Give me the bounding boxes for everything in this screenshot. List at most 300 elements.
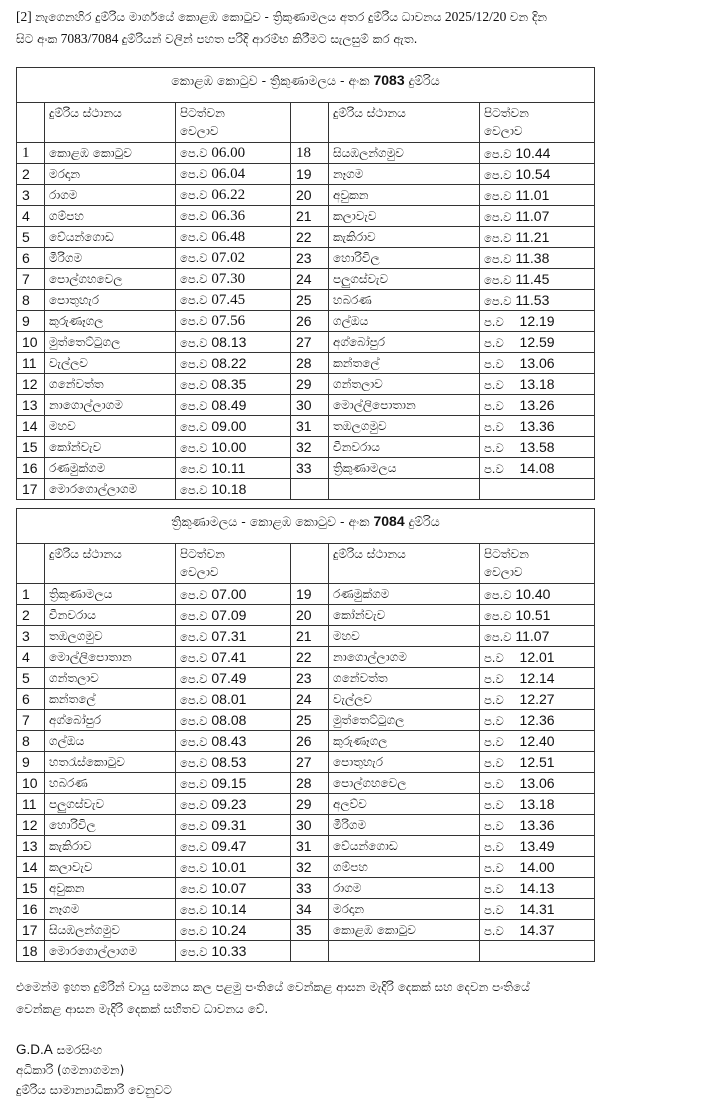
departure-time [480, 815, 595, 836]
departure-time [176, 290, 291, 311]
time-value: 07.02 [211, 249, 246, 266]
time-value: 12.59 [519, 333, 555, 350]
time-period: ප.ව [484, 398, 504, 413]
station-name: මීරිගම [329, 815, 480, 836]
time-period: පෙ.ව [180, 145, 208, 160]
time-value: 13.18 [519, 795, 555, 812]
intro-text-c: සිට අංක [16, 32, 58, 46]
table-row [17, 815, 595, 836]
timetable-7084 [16, 508, 595, 962]
time-period: පෙ.ව [180, 797, 208, 812]
stop-number: 5 [17, 668, 45, 689]
time-period: පෙ.ව [484, 188, 512, 203]
train-label: දුම්රිය [408, 73, 440, 88]
station-name: ගම්පහ [45, 206, 176, 227]
stop-number: 16 [17, 899, 45, 920]
stop-number: 10 [17, 332, 45, 353]
time-value: 12.36 [519, 711, 555, 728]
stop-number: 8 [17, 290, 45, 311]
stop-number: 19 [291, 164, 329, 185]
column-header-row [17, 544, 595, 584]
stop-number: 11 [17, 353, 45, 374]
stop-number: 32 [291, 857, 329, 878]
departure-time [176, 857, 291, 878]
stop-number [291, 941, 329, 962]
table-row [17, 395, 595, 416]
station-name: කුරුණෑගල [329, 731, 480, 752]
time-period: පෙ.ව [180, 650, 208, 665]
table-row [17, 668, 595, 689]
stop-number: 4 [17, 206, 45, 227]
table-row [17, 941, 595, 962]
departure-time [480, 626, 595, 647]
time-period: පෙ.ව [180, 335, 208, 350]
departure-time [176, 920, 291, 941]
time-period: පෙ.ව [180, 818, 208, 833]
station-name: කන්තලේ [45, 689, 176, 710]
station-name: පොතුහැර [45, 290, 176, 311]
station-name: ගනේවත්ත [45, 374, 176, 395]
station-name: වේයන්ගොඩ [45, 227, 176, 248]
header-station: දුම්රිය ස්ථානය [45, 103, 176, 143]
time-period: ප.ව [484, 419, 504, 434]
station-name: චීනවරාය [45, 605, 176, 626]
intro-line-1 [16, 6, 706, 28]
time-period: ප.ව [484, 755, 504, 770]
closing-note-line-1: එමෙන්ම ඉහත දුම්රින් වායු සමනය කල පළමු පංතියේ වෙන්කළ ආසන මැදිරි දෙකක් සහ දෙවන පංතියේ [16, 980, 530, 994]
stop-number: 18 [17, 941, 45, 962]
time-value: 08.01 [211, 690, 247, 707]
time-period: ප.ව [484, 860, 504, 875]
time-period: පෙ.ව [180, 755, 208, 770]
time-value: 07.30 [211, 270, 246, 287]
time-value: 07.09 [211, 606, 247, 623]
time-value: 13.06 [519, 354, 555, 371]
time-value: 11.01 [515, 186, 550, 203]
time-period: පෙ.ව [180, 713, 208, 728]
departure-time [480, 878, 595, 899]
departure-time [480, 332, 595, 353]
time-period: පෙ.ව [484, 608, 512, 623]
time-period: පෙ.ව [180, 208, 208, 223]
time-period: පෙ.ව [484, 272, 512, 287]
station-name: රණමුක්ගම [45, 458, 176, 479]
stop-number: 1 [17, 584, 45, 605]
table-row [17, 416, 595, 437]
table-row [17, 248, 595, 269]
departure-time [176, 878, 291, 899]
departure-time [480, 605, 595, 626]
stop-number: 22 [291, 227, 329, 248]
time-value: 10.54 [515, 165, 551, 182]
departure-time [480, 395, 595, 416]
departure-time [176, 605, 291, 626]
closing-note-line-2: වෙන්කළ ආසන මැදිරි දෙකක් සහිතව ධාවනය වේ. [16, 1002, 269, 1016]
departure-time [176, 752, 291, 773]
departure-time [176, 647, 291, 668]
stop-number: 7 [17, 269, 45, 290]
departure-time [480, 584, 595, 605]
departure-time [480, 689, 595, 710]
departure-time [480, 920, 595, 941]
time-period: පෙ.ව [180, 734, 208, 749]
departure-time [480, 269, 595, 290]
header-station: දුම්රිය ස්ථානය [45, 544, 176, 584]
time-period: පෙ.ව [180, 671, 208, 686]
departure-time [176, 773, 291, 794]
time-value: 09.15 [211, 774, 247, 791]
intro-text-d: දුම්රියන් වලින් පහත පරිදි ආරම්භ කිරීමට සැලසුම් කර ඇත. [121, 32, 418, 46]
stop-number: 14 [17, 416, 45, 437]
time-period: පෙ.ව [484, 629, 512, 644]
time-period: පෙ.ව [180, 860, 208, 875]
station-name: ගල්ඔය [329, 311, 480, 332]
time-period: පෙ.ව [180, 187, 208, 202]
table-row [17, 311, 595, 332]
signature-block [16, 1040, 172, 1100]
departure-time [480, 164, 595, 185]
time-value: 10.33 [211, 942, 247, 959]
time-period: ප.ව [484, 650, 504, 665]
departure-time [176, 584, 291, 605]
stop-number: 25 [291, 710, 329, 731]
table-row [17, 185, 595, 206]
time-period: පෙ.ව [180, 419, 208, 434]
time-value: 09.00 [211, 417, 247, 434]
stop-number: 35 [291, 920, 329, 941]
departure-time [176, 353, 291, 374]
stop-number: 31 [291, 836, 329, 857]
table-title [17, 68, 595, 103]
header-departure [480, 103, 595, 143]
timetable-7083 [16, 67, 595, 500]
time-value: 10.18 [211, 480, 247, 497]
stop-number: 2 [17, 164, 45, 185]
departure-time [480, 773, 595, 794]
table-row [17, 227, 595, 248]
stop-number: 18 [291, 143, 329, 164]
header-departure-line-2: වෙලාව [180, 565, 219, 579]
time-period: ප.ව [484, 839, 504, 854]
station-name: මුත්තෙට්ටුගල [45, 332, 176, 353]
departure-time [176, 332, 291, 353]
time-period: පෙ.ව [180, 692, 208, 707]
station-name: රණමුක්ගම [329, 584, 480, 605]
departure-time [176, 689, 291, 710]
time-value: 09.47 [211, 837, 247, 854]
reference-number: [2] [16, 9, 32, 24]
time-value: 07.45 [211, 291, 246, 308]
stop-number: 29 [291, 794, 329, 815]
header-no [17, 103, 45, 143]
time-period: පෙ.ව [484, 293, 512, 308]
header-no [291, 544, 329, 584]
departure-time [176, 731, 291, 752]
stop-number: 8 [17, 731, 45, 752]
station-name: කලාවැව [45, 857, 176, 878]
intro-paragraph [16, 6, 706, 50]
station-name: පොතුහැර [329, 752, 480, 773]
departure-time [480, 374, 595, 395]
table-row [17, 458, 595, 479]
departure-time [176, 206, 291, 227]
station-name: සියඹලන්ගමුව [329, 143, 480, 164]
stop-number: 4 [17, 647, 45, 668]
stop-number: 17 [17, 920, 45, 941]
time-period: පෙ.ව [180, 461, 208, 476]
table-row [17, 290, 595, 311]
table-title-row [17, 68, 595, 103]
time-value: 13.36 [519, 816, 555, 833]
table-row [17, 689, 595, 710]
signatory-initials: G.D.A [16, 1042, 53, 1057]
departure-time [480, 731, 595, 752]
departure-time [480, 899, 595, 920]
time-period: පෙ.ව [180, 356, 208, 371]
time-period: පෙ.ව [180, 608, 208, 623]
departure-time [176, 479, 291, 500]
header-departure-line-1: පිටත්වන [180, 106, 225, 120]
time-value: 12.01 [519, 648, 555, 665]
station-name [329, 941, 480, 962]
time-value: 10.44 [515, 144, 551, 161]
intro-line-2 [16, 28, 706, 50]
departure-time [176, 311, 291, 332]
departure-time [176, 248, 291, 269]
station-name: නාගොල්ලාගම [45, 395, 176, 416]
header-departure [176, 544, 291, 584]
station-name: මොරගොල්ලාගම [45, 941, 176, 962]
table-title-row [17, 509, 595, 544]
time-value: 14.00 [519, 858, 555, 875]
time-period: පෙ.ව [484, 146, 512, 161]
station-name: අලව්ව [329, 794, 480, 815]
time-period: පෙ.ව [484, 167, 512, 182]
stop-number: 28 [291, 773, 329, 794]
intro-text-a: නැගෙනහිර දුම්රිය මාර්ගයේ කොළඹ කොටුව - ත්‍රිකුණාමලය අතර දුම්රිය ධාවනය [35, 10, 442, 24]
stop-number: 27 [291, 752, 329, 773]
stop-number: 21 [291, 626, 329, 647]
time-period: පෙ.ව [180, 250, 208, 265]
table-row [17, 878, 595, 899]
stop-number: 21 [291, 206, 329, 227]
time-value: 06.36 [211, 207, 246, 224]
departure-time [480, 458, 595, 479]
time-period: පෙ.ව [180, 776, 208, 791]
station-name: මරදාන [45, 164, 176, 185]
departure-time [480, 794, 595, 815]
time-value: 06.48 [211, 228, 246, 245]
stop-number: 6 [17, 248, 45, 269]
table-row [17, 206, 595, 227]
stop-number: 32 [291, 437, 329, 458]
table-row [17, 920, 595, 941]
time-value: 07.49 [211, 669, 247, 686]
time-value: 08.49 [211, 396, 247, 413]
time-value: 06.00 [211, 144, 246, 161]
time-value: 14.37 [519, 921, 555, 938]
station-name: ගල්ඔය [45, 731, 176, 752]
station-name: සියඹලන්ගමුව [45, 920, 176, 941]
table-row [17, 710, 595, 731]
stop-number: 30 [291, 815, 329, 836]
header-departure [480, 544, 595, 584]
time-period: පෙ.ව [180, 587, 208, 602]
time-value: 10.14 [211, 900, 247, 917]
table-row [17, 773, 595, 794]
time-value: 11.07 [515, 207, 550, 224]
station-name: කුරුණෑගල [45, 311, 176, 332]
time-period: පෙ.ව [180, 440, 208, 455]
departure-time [176, 458, 291, 479]
departure-time [480, 836, 595, 857]
header-station: දුම්රිය ස්ථානය [329, 544, 480, 584]
stop-number: 30 [291, 395, 329, 416]
time-period: ප.ව [484, 377, 504, 392]
departure-time [480, 206, 595, 227]
table-row [17, 437, 595, 458]
stop-number: 15 [17, 878, 45, 899]
stop-number: 1 [17, 143, 45, 164]
departure-time [480, 227, 595, 248]
time-value: 09.31 [211, 816, 247, 833]
departure-time [480, 479, 595, 500]
time-value: 07.56 [211, 312, 246, 329]
time-period: පෙ.ව [180, 229, 208, 244]
table-row [17, 374, 595, 395]
table-row [17, 752, 595, 773]
time-period: පෙ.ව [180, 166, 208, 181]
departure-time [176, 269, 291, 290]
time-value: 11.45 [515, 270, 550, 287]
station-name: කන්තලේ [329, 353, 480, 374]
time-value: 10.51 [515, 606, 551, 623]
stop-number: 24 [291, 689, 329, 710]
time-period: ප.ව [484, 692, 504, 707]
departure-time [176, 626, 291, 647]
time-value: 11.38 [515, 249, 550, 266]
time-value: 08.22 [211, 354, 247, 371]
station-name: චීනවරාය [329, 437, 480, 458]
time-period: ප.ව [484, 902, 504, 917]
route-name: කොළඹ කොටුව - ත්‍රිකුණාමලය - අංක [171, 73, 370, 88]
station-name: හබරණ [45, 773, 176, 794]
time-period: ප.ව [484, 734, 504, 749]
time-value: 09.23 [211, 795, 247, 812]
departure-time [480, 185, 595, 206]
departure-time [480, 143, 595, 164]
time-value: 14.08 [519, 459, 555, 476]
departure-time [176, 710, 291, 731]
station-name: මොරගොල්ලාගම [45, 479, 176, 500]
time-period: පෙ.ව [180, 839, 208, 854]
stop-number: 20 [291, 605, 329, 626]
station-name: මීරිගම [45, 248, 176, 269]
departure-time [480, 437, 595, 458]
station-name: කැකිරාව [45, 836, 176, 857]
stop-number: 19 [291, 584, 329, 605]
closing-note [16, 976, 706, 1020]
stop-number: 22 [291, 647, 329, 668]
stop-number: 5 [17, 227, 45, 248]
departure-time [176, 185, 291, 206]
station-name: මොල්ලිපොතාන [329, 395, 480, 416]
time-value: 10.24 [211, 921, 247, 938]
departure-time [176, 164, 291, 185]
time-value: 10.01 [211, 858, 247, 875]
departure-time [176, 836, 291, 857]
time-value: 13.58 [519, 438, 555, 455]
stop-number: 11 [17, 794, 45, 815]
header-departure-line-2: වෙලාව [484, 124, 523, 138]
departure-time [176, 941, 291, 962]
time-period: ප.ව [484, 314, 504, 329]
table-row [17, 479, 595, 500]
table-row [17, 353, 595, 374]
time-value: 10.40 [515, 585, 551, 602]
departure-time [176, 143, 291, 164]
time-period: පෙ.ව [484, 587, 512, 602]
departure-time [176, 815, 291, 836]
time-period: පෙ.ව [484, 251, 512, 266]
time-period: ප.ව [484, 461, 504, 476]
station-name: ත්‍රිකුණාමලය [329, 458, 480, 479]
stop-number: 24 [291, 269, 329, 290]
departure-time [176, 227, 291, 248]
time-period: පෙ.ව [180, 377, 208, 392]
train-number: 7084 [373, 513, 405, 529]
station-name: රාගම [329, 878, 480, 899]
time-value: 10.11 [211, 459, 246, 476]
table-row [17, 857, 595, 878]
station-name: හතරැස්කොටුව [45, 752, 176, 773]
train-number: 7083 [373, 72, 405, 88]
time-value: 14.13 [519, 879, 555, 896]
station-name: මොල්ලිපොතාන [45, 647, 176, 668]
time-value: 13.26 [519, 396, 555, 413]
time-value: 11.21 [515, 228, 550, 245]
stop-number: 13 [17, 836, 45, 857]
time-value: 07.00 [211, 585, 247, 602]
stop-number: 23 [291, 248, 329, 269]
station-name: මහව [329, 626, 480, 647]
stop-number: 25 [291, 290, 329, 311]
departure-time [176, 899, 291, 920]
station-name: හොරිවිල [45, 815, 176, 836]
time-period: පෙ.ව [180, 902, 208, 917]
departure-time [480, 248, 595, 269]
station-name: තඹලගමුව [45, 626, 176, 647]
stop-number: 16 [17, 458, 45, 479]
departure-time [176, 794, 291, 815]
table-row [17, 626, 595, 647]
station-name: අවුකන [45, 878, 176, 899]
departure-time [480, 647, 595, 668]
station-name: ත්‍රිකුණාමලය [45, 584, 176, 605]
header-departure [176, 103, 291, 143]
time-period: පෙ.ව [180, 398, 208, 413]
station-name: අග්බෝපුර [45, 710, 176, 731]
time-period: ප.ව [484, 776, 504, 791]
time-value: 06.04 [211, 165, 246, 182]
train-numbers: 7083/7084 [60, 31, 119, 46]
time-period: ප.ව [484, 881, 504, 896]
departure-time [176, 437, 291, 458]
station-name: ගම්පහ [329, 857, 480, 878]
time-value: 12.27 [519, 690, 555, 707]
time-value: 06.22 [211, 186, 246, 203]
route-name: ත්‍රිකුණාමලය - කොළඹ කොටුව - අංක [171, 514, 370, 529]
